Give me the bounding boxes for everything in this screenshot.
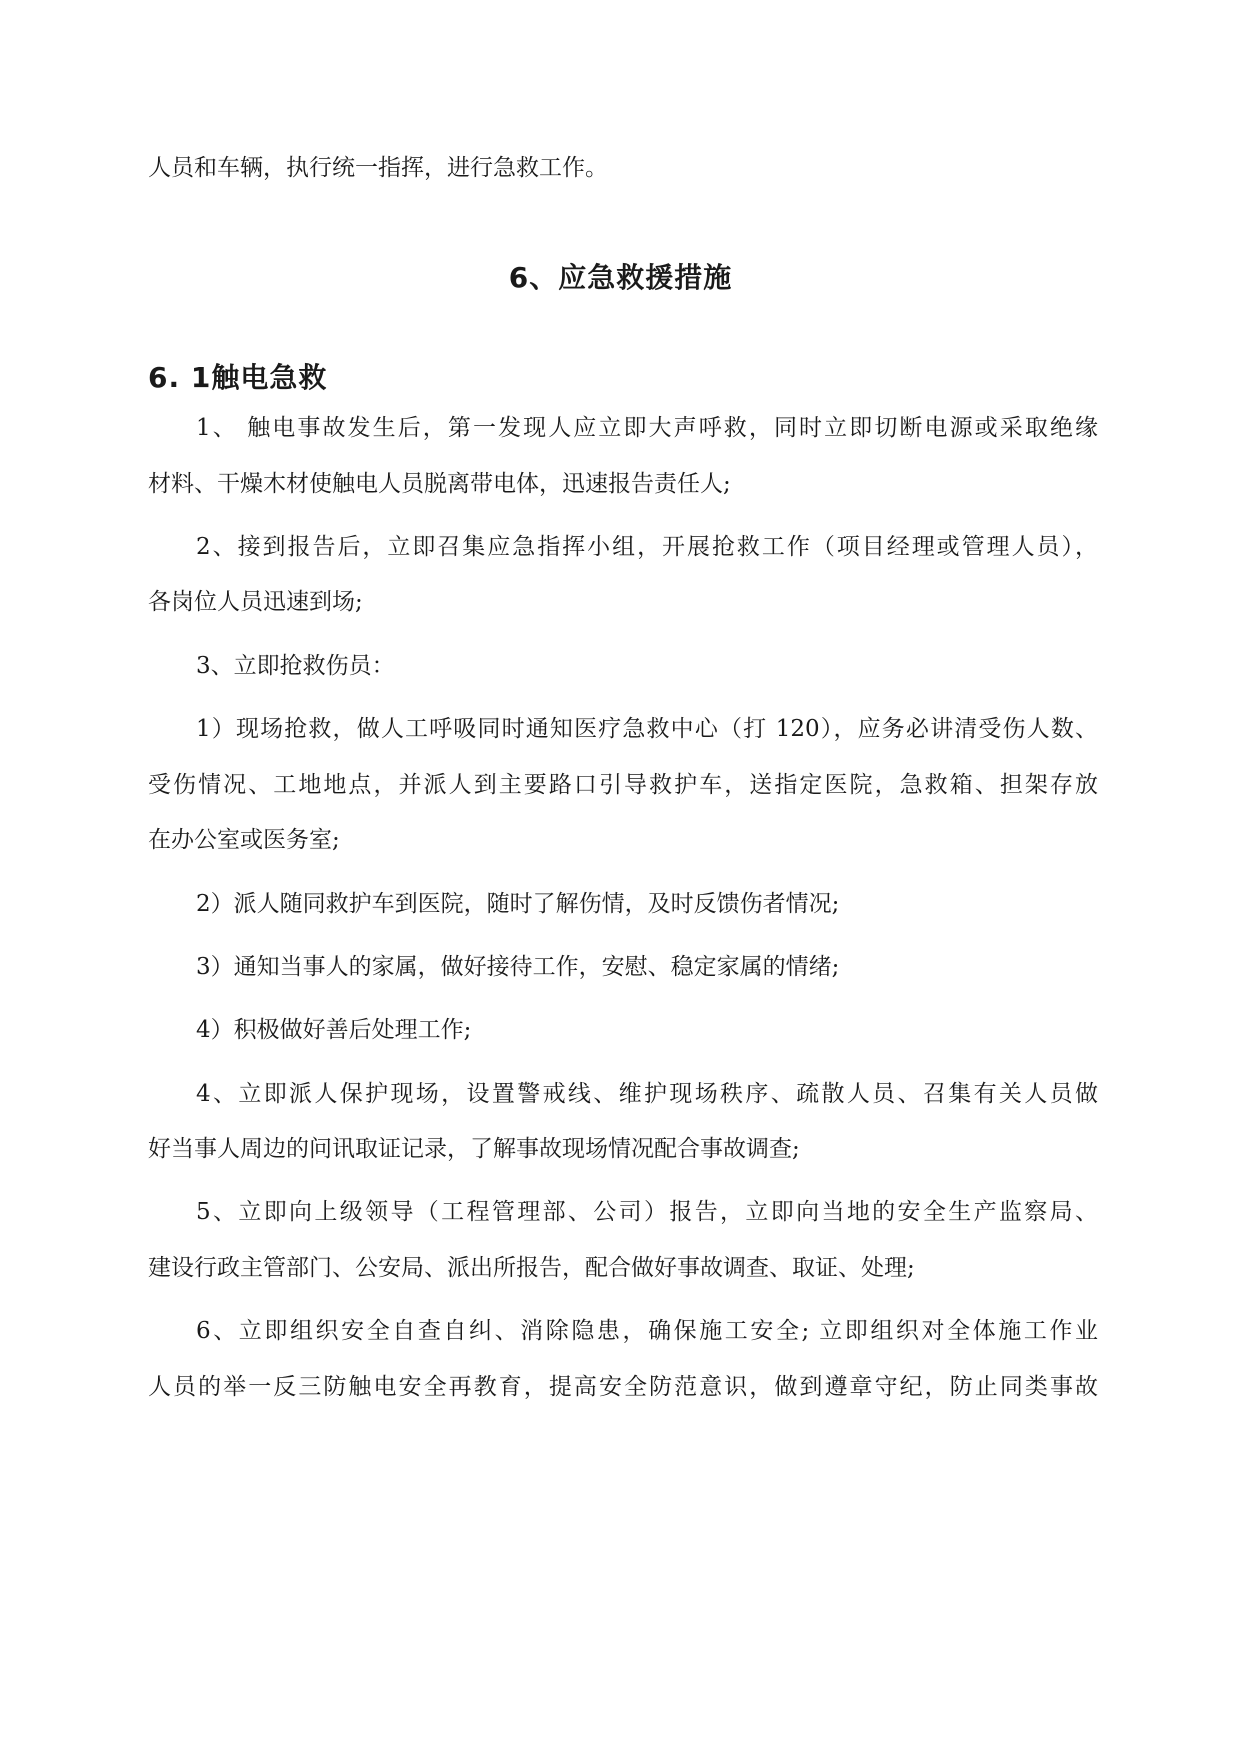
continuation-line: 人员和车辆，执行统一指挥，进行急救工作。 xyxy=(148,155,608,181)
paragraph-10-line-2: 人员的举一反三防触电安全再教育，提高安全防范意识，做到遵章守纪，防止同类事故 xyxy=(148,1374,1098,1400)
paragraph-8-line-2: 好当事人周边的问讯取证记录，了解事故现场情况配合事故调查; xyxy=(148,1136,800,1162)
paragraph-1-line-1: 1、 触电事故发生后，第一发现人应立即大声呼救，同时立即切断电源或采取绝缘 xyxy=(196,415,1098,441)
paragraph-4-line-2: 受伤情况、工地地点，并派人到主要路口引导救护车，送指定医院，急救箱、担架存放 xyxy=(148,772,1098,798)
paragraph-1-line-2: 材料、干燥木材使触电人员脱离带电体，迅速报告责任人; xyxy=(148,471,731,497)
subsection-title: 6. 1触电急救 xyxy=(148,361,328,394)
paragraph-9-line-1: 5、立即向上级领导（工程管理部、公司）报告，立即向当地的安全生产监察局、 xyxy=(196,1199,1098,1225)
paragraph-4-line-3: 在办公室或医务室; xyxy=(148,827,340,853)
paragraph-8-line-1: 4、立即派人保护现场，设置警戒线、维护现场秩序、疏散人员、召集有关人员做 xyxy=(196,1081,1098,1107)
paragraph-2-line-2: 各岗位人员迅速到场; xyxy=(148,589,363,615)
paragraph-6-line-1: 3）通知当事人的家属，做好接待工作，安慰、稳定家属的情绪; xyxy=(196,954,840,980)
paragraph-10-line-1: 6、立即组织安全自查自纠、消除隐患，确保施工安全; 立即组织对全体施工作业 xyxy=(196,1318,1098,1344)
paragraph-5-line-1: 2）派人随同救护车到医院，随时了解伤情，及时反馈伤者情况; xyxy=(196,891,840,917)
section-title: 6、应急救援措施 xyxy=(508,261,733,294)
paragraph-4-line-1: 1）现场抢救，做人工呼吸同时通知医疗急救中心（打 120），应务必讲清受伤人数、 xyxy=(196,716,1098,742)
paragraph-9-line-2: 建设行政主管部门、公安局、派出所报告，配合做好事故调查、取证、处理; xyxy=(148,1255,915,1281)
paragraph-2-line-1: 2、接到报告后，立即召集应急指挥小组，开展抢救工作（项目经理或管理人员）， xyxy=(196,534,1098,560)
paragraph-7-line-1: 4）积极做好善后处理工作; xyxy=(196,1017,472,1043)
paragraph-3-line-1: 3、立即抢救伤员： xyxy=(196,653,395,679)
